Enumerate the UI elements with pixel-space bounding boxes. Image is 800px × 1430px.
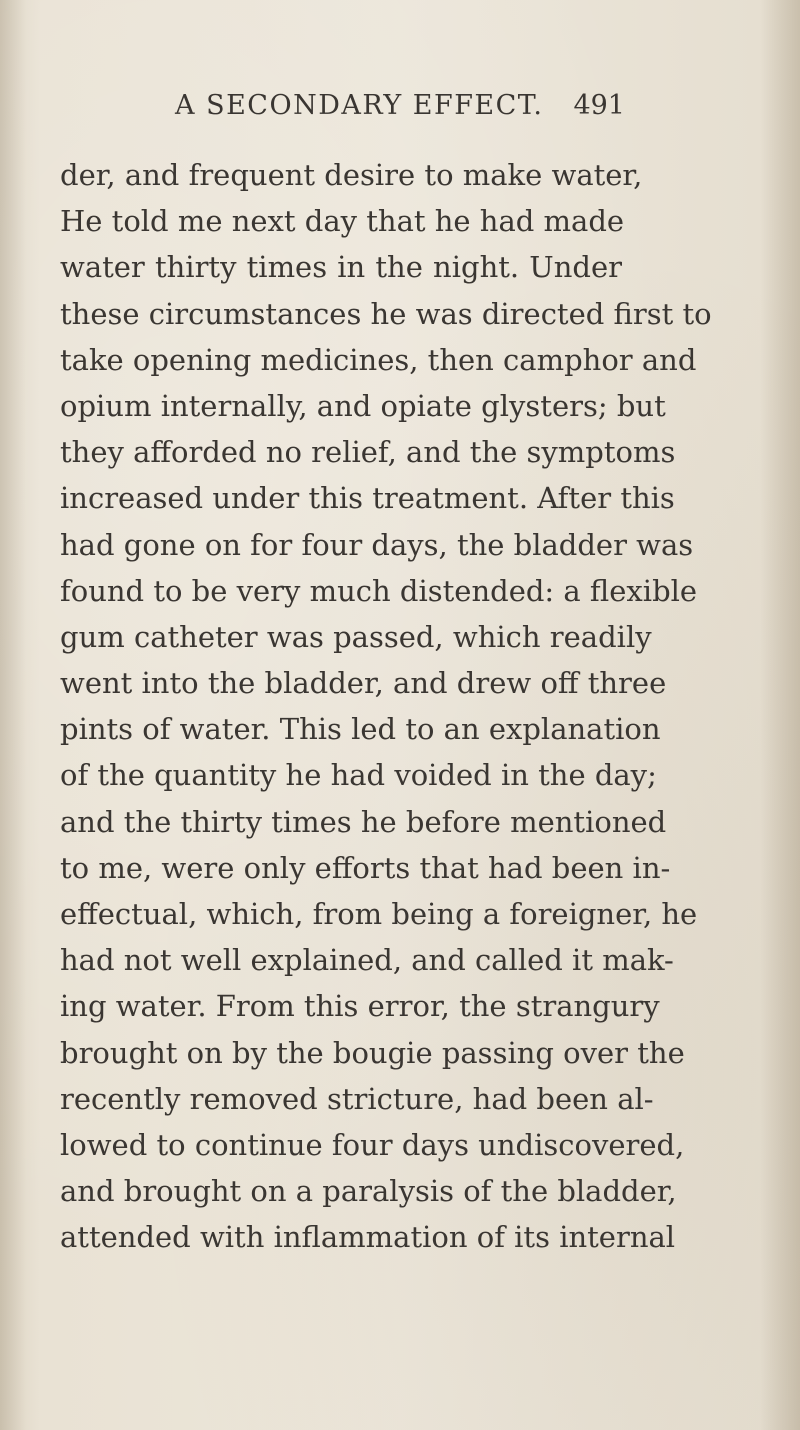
text-line: had gone on for four days, the bladder was xyxy=(60,527,694,562)
page-number: 491 xyxy=(573,90,625,121)
text-line: effectual, which, from being a foreigner, he xyxy=(60,897,698,931)
text-line: found to be very much distended: a flexible xyxy=(60,573,698,608)
text-line: went into the bladder, and drew off three xyxy=(60,666,667,701)
page-gutter-left xyxy=(0,0,26,1430)
text-line: recently removed stricture, had been al- xyxy=(60,1081,654,1116)
text-line: they afforded no relief, and the symptoms xyxy=(60,435,676,470)
text-line: opium internally, and opiate glysters; but xyxy=(60,388,666,423)
text-line: to me, were only efforts that had been in- xyxy=(60,850,671,885)
text-line: He told me next day that he had made xyxy=(60,204,625,239)
text-line: take opening medicines, then camphor and xyxy=(60,342,697,377)
text-line: brought on by the bougie passing over the xyxy=(60,1035,685,1070)
text-line: and the thirty times he before mentioned xyxy=(60,804,667,839)
body-text xyxy=(60,152,712,1261)
text-line: lowed to continue four days undiscovered, xyxy=(60,1127,685,1162)
page-header xyxy=(175,90,625,130)
text-line: ing water. From this error, the strangury xyxy=(60,989,660,1024)
text-line: water thirty times in the night. Under xyxy=(60,250,622,285)
text-line: increased under this treatment. After this xyxy=(60,481,675,516)
text-line: of the quantity he had voided in the day; xyxy=(60,758,657,793)
text-line: attended with inflammation of its internal xyxy=(60,1220,676,1255)
text-line: pints of water. This led to an explanation xyxy=(60,712,661,747)
text-line: and brought on a paralysis of the bladder, xyxy=(60,1174,677,1209)
text-line: der, and frequent desire to make water, xyxy=(60,158,643,192)
page-edge-right xyxy=(760,0,800,1430)
text-line: had not well explained, and called it mak- xyxy=(60,943,674,978)
running-title: A SECONDARY EFFECT. xyxy=(175,90,544,121)
text-line: gum catheter was passed, which readily xyxy=(60,619,652,654)
text-line: these circumstances he was directed first to xyxy=(60,296,712,331)
